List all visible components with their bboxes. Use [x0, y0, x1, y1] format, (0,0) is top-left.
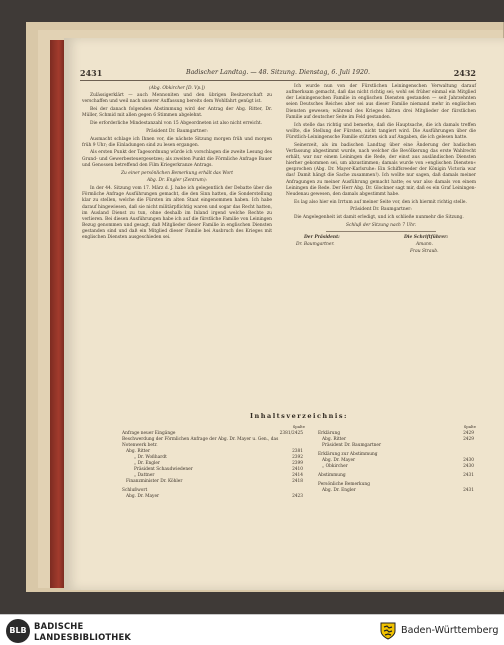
toc-entry-label: Anfrage neuer Eingänge	[122, 431, 176, 436]
toc-entry[interactable]	[122, 494, 305, 500]
toc-entry-page: 2429	[463, 431, 474, 436]
centered-line: Zu einer persönlichen Bemerkung erhält das Wort	[120, 170, 234, 176]
toc-entry-label: Finanzminister Dr. Köhler	[126, 479, 183, 484]
toc-entry-page: 2431	[463, 473, 474, 478]
page-number-left: 2431	[80, 68, 103, 78]
text-column-right	[286, 84, 476, 261]
signature-name-secretary: Amann.	[416, 242, 434, 247]
toc-entry[interactable]	[318, 464, 476, 470]
toc-entry[interactable]	[122, 437, 305, 449]
toc-entry-label: Abg. Dr. Engler	[322, 488, 356, 493]
toc-entry-page: 2430	[463, 458, 474, 463]
toc-entry-label: „ Dr. Engler	[134, 461, 160, 466]
toc-entry[interactable]	[122, 479, 305, 485]
toc-entry[interactable]	[318, 473, 476, 479]
signature-divider	[326, 231, 436, 232]
paragraph: Zulässigerklärt — auch Mennoniten und den übrigen Besitzerschaft zu verschaffen und weil nach unserer Auffassung bereits dem Wohlfahrt genügt ist.	[82, 93, 272, 105]
paragraph: Bei der danach folgenden Abstimmung wird der Antrag der Abg. Ritter, Dr. Müller, Schmid mit allen gegen 6 Stimmen abgelehnt.	[82, 107, 272, 119]
toc-colhead: Spalte	[292, 424, 305, 429]
footer-bar	[0, 614, 504, 645]
paragraph: Ausmacht schlage ich Ihnen vor, die nächste Sitzung morgen früh und morgen früh 9 Uhr; die Einladungen sind zu lesen ergangen.	[82, 136, 272, 148]
paragraph: Es lag also hier ein Irrtum auf meiner Seite vor, den ich hiermit richtig stelle.	[294, 199, 467, 205]
signature-title-secretaries: Die Schriftführer:	[404, 235, 449, 240]
state-name: Baden-Württemberg	[401, 625, 499, 636]
toc-entry-label: „ Dattner	[134, 473, 155, 478]
paragraph: Seinerzeit, als im badischen Landtag über eine Änderung der badischen Verfassung abgestimmt wurde, nach welcher die Bevölkerung das erste Wahlrecht erhält, war nur einem Leiningen die Rede, der einst aus ausländischen Diensten hierher gekommen sei, um abzustimmen; damals wurde von »englischen Diensten« gesprochen (Abg. Dr. Mayer-Karlsruhe: Ein Schiffsreeder der Königin Victoria war das! Damit hängt die Sache zusammen!). Ich wollte nur sagen, daß damals meiner Anfragungen zu meiner Ausführung gemacht hatte; es war also damals von einem Leiningen die Rede. Der Herr Abg. Dr. Glockner sagt mir, daß es ein Graf Leiningen-Neudenau gewesen, den damals abgestimmt habe.	[286, 142, 476, 197]
centered-line: Schluß der Sitzung nach 7 Uhr.	[346, 222, 416, 228]
centered-line: Präsident Dr. Baumgartner:	[146, 128, 208, 134]
toc-entry-page: 2392	[292, 455, 303, 460]
toc-title: Inhaltsverzeichnis:	[250, 412, 348, 420]
toc-entry-page: 2429	[463, 437, 474, 442]
library-name-line2: LANDESBIBLIOTHEK	[34, 632, 132, 642]
signature-block	[286, 235, 476, 261]
toc-entry-page: 2423	[292, 494, 303, 499]
speaker-name: Abg. Dr. Engler (Zentrum):	[146, 178, 208, 184]
toc-entry-label: Erklärung	[318, 431, 341, 436]
toc-entry-label: „ Obkircher	[322, 464, 348, 469]
toc-entry-page: 2430	[463, 464, 474, 469]
paragraph: Ich wurde nun von der Fürstlichen Leiningenschen Verwaltung darauf aufmerksam gemacht, daß das nicht richtig sei; wohl sei früher einmal ein Mitglied der Leiningenschen Familie in englischen Diensten gestanden — seit Jahrzehnten seien Deutsches Reiches aber sei aus dieser Familie niemand mehr in englischen Diensten gewesen; während des Krieges hätten drei Mitglieder der fürstlichen Familie auf deutscher Seite im Feld gestanden.	[286, 84, 476, 120]
paragraph: Die erforderliche Mindestanzahl von 15 Abgeordneten ist also nicht erreicht.	[90, 121, 263, 127]
paragraph: Ich stelle das richtig und bemerke, daß die Hauptsache, die ich damals treffen wollte, die Stellung der Fürsten, nicht tangiert wird. Die Ausführungen über die Fürstlich-Leiningensche Familie stützten sich auf Angaben, die ich gelesen hatte.	[286, 122, 476, 140]
speaker-name: (Abg. Obkircher [D. Vp.])	[149, 85, 205, 91]
header-rule	[80, 80, 476, 81]
library-name-line1: BADISCHE	[34, 621, 84, 631]
signature-name-president: Dr. Baumgartner.	[296, 242, 335, 247]
toc-entry-page: 2431	[463, 488, 474, 493]
toc-entry-page: 2381	[292, 449, 303, 454]
running-head-title: Badischer Landtag. — 48. Sitzung. Dienstag, 6. Juli 1920.	[186, 69, 370, 76]
toc-entry-label: Schlußwort	[122, 488, 148, 493]
toc-entry-page: 2399	[292, 461, 303, 466]
toc-entry-label: Abg. Ritter	[126, 449, 150, 454]
toc-entry-label: Abg. Ritter	[322, 437, 346, 442]
toc-entry[interactable]	[318, 488, 476, 494]
toc-entry-label: Abg. Dr. Mayer	[322, 458, 356, 463]
paragraph: Als ersten Punkt der Tagesordnung würde ich vorschlagen die zweite Lesung des Grund- und Gewerbesteuergesetzes; als zweiten Punkt die Förmliche Anfrage Bauer und Genossen betreffend den Film Kriegerkranze Antrags.	[82, 150, 272, 168]
paragraph: Die Angelegenheit ist damit erledigt, und ich schließe nunmehr die Sitzung.	[294, 215, 464, 221]
toc-entry-label: Abstimmung	[318, 473, 346, 478]
toc-entry-label: Beschwerdung der Förmlichen Anfrage der Abg. Dr. Mayer u. Gen., das Notenwerk betr.	[122, 437, 279, 448]
toc-entry-label: Abg. Dr. Mayer	[126, 494, 160, 499]
page-number-right: 2432	[453, 68, 476, 78]
paragraph: In der 44. Sitzung vom 17. März d. J. habe ich gelegentlich der Debatte über die Förmliche Anfrage Ausführungen gemacht, die den Sinn hatten, die Sonderstellung klar zu stellen, welche die Fürsten im alten Staat eingenommen haben. Ich habe darauf hingewiesen, daß sie nicht militärpflichtig waren und sogar das Recht hatten, im Ausland Dienst zu tun, ohne deshalb im Inland irgend welche Rechte zu verlieren. Bei diesen Ausführungen habe ich auf die fürstliche Familie von Leiningen Bezug genommen und gesagt, daß Mitglieder dieser Familie in englischen Diensten gestanden sind und daß ein Mitglied dieser Familie bei Ausbruch des Krieges mit englischen Diensten ausgeschieden sei.	[82, 186, 272, 241]
coat-of-arms-icon	[380, 622, 396, 640]
signature-title-president: Der Präsident:	[304, 235, 340, 240]
toc-entry-page: 2414	[292, 473, 303, 478]
toc-entry-page: 2418	[292, 479, 303, 484]
toc-entry-page: 2381/2425	[279, 431, 303, 436]
toc-entry-label: Präsident Dr. Baumgartner	[322, 443, 382, 448]
blb-logo[interactable]: BLB	[6, 619, 30, 643]
centered-line: Präsident Dr. Baumgartner:	[350, 207, 412, 213]
toc-entry-label: Präsident Schaudwiedener	[134, 467, 193, 472]
running-head	[80, 68, 476, 80]
toc-entry-label: „ Dr. Woßhardt	[134, 455, 167, 460]
toc-entry-label: Persönliche Bemerkung	[318, 482, 370, 487]
toc-entry-label: Erklärung zur Abstimmung	[318, 452, 378, 457]
text-column-left	[82, 84, 272, 243]
toc-colhead: Spalte	[463, 424, 476, 429]
toc-entry[interactable]	[318, 443, 476, 449]
signature-name-secretary: Frau Straub.	[410, 249, 439, 254]
toc-column-left	[122, 424, 305, 500]
toc-column-right	[318, 424, 476, 494]
toc-entry-page: 2410	[292, 467, 303, 472]
